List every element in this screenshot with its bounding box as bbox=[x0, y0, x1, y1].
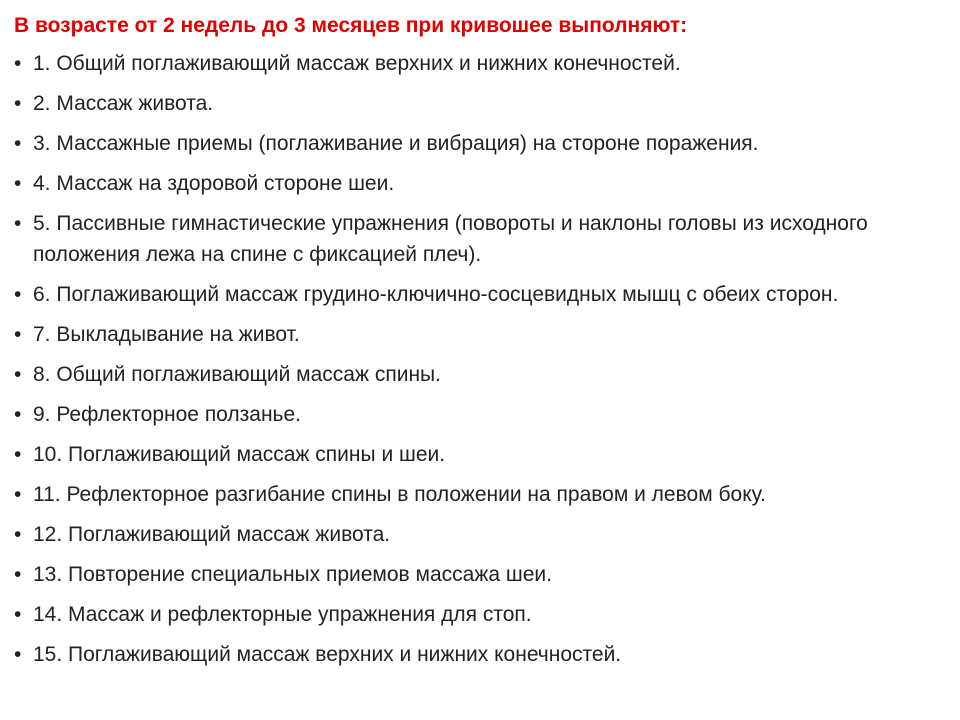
bullet-icon: • bbox=[14, 643, 22, 666]
bullet-icon: • bbox=[14, 323, 22, 346]
bullet-icon: • bbox=[14, 563, 22, 586]
list-item-text: 8. Общий поглаживающий массаж спины. bbox=[33, 363, 441, 386]
list-item-text: 5. Пассивные гимнастические упражнения (повороты и наклоны головы из исходного положения лежа на спине с фиксацией плеч). bbox=[33, 212, 868, 266]
list-item-text: 4. Массаж на здоровой стороне шеи. bbox=[33, 172, 395, 195]
bullet-icon: • bbox=[14, 603, 22, 626]
list-item bbox=[14, 168, 944, 199]
slide-title: В возрасте от 2 недель до 3 месяцев при кривошее выполняют: bbox=[14, 14, 688, 37]
bullet-icon: • bbox=[14, 403, 22, 426]
list-item-text: 10. Поглаживающий массаж спины и шеи. bbox=[33, 443, 446, 466]
list-item-text: 14. Массаж и рефлекторные упражнения для стоп. bbox=[33, 603, 532, 626]
bullet-icon: • bbox=[14, 363, 22, 386]
list-item bbox=[14, 359, 944, 390]
list-item-text: 7. Выкладывание на живот. bbox=[33, 323, 300, 346]
bullet-icon: • bbox=[14, 523, 22, 546]
list-item-text: 1. Общий поглаживающий массаж верхних и нижних конечностей. bbox=[33, 52, 681, 75]
list-item bbox=[14, 399, 944, 430]
list-item bbox=[14, 128, 944, 159]
list-item-text: 9. Рефлекторное ползанье. bbox=[33, 403, 302, 426]
procedure-list bbox=[14, 48, 946, 670]
list-item bbox=[14, 319, 944, 350]
bullet-icon: • bbox=[14, 443, 22, 466]
list-item-text: 6. Поглаживающий массаж грудино-ключично-сосцевидных мышц с обеих сторон. bbox=[33, 283, 839, 306]
list-item-text: 13. Повторение специальных приемов массажа шеи. bbox=[33, 563, 552, 586]
bullet-icon: • bbox=[14, 172, 22, 195]
list-item-text: 12. Поглаживающий массаж живота. bbox=[33, 523, 391, 546]
list-item bbox=[14, 439, 944, 470]
list-item bbox=[14, 279, 944, 310]
list-item-text: 15. Поглаживающий массаж верхних и нижних конечностей. bbox=[33, 643, 622, 666]
bullet-icon: • bbox=[14, 212, 22, 235]
list-item bbox=[14, 519, 944, 550]
list-item bbox=[14, 599, 944, 630]
list-item-text: 3. Массажные приемы (поглаживание и вибрация) на стороне поражения. bbox=[33, 132, 759, 155]
list-item-text: 11. Рефлекторное разгибание спины в положении на правом и левом боку. bbox=[33, 483, 766, 506]
bullet-icon: • bbox=[14, 132, 22, 155]
list-item bbox=[14, 639, 944, 670]
list-item bbox=[14, 48, 944, 79]
bullet-icon: • bbox=[14, 92, 22, 115]
bullet-icon: • bbox=[14, 483, 22, 506]
list-item-text: 2. Массаж живота. bbox=[33, 92, 214, 115]
list-item bbox=[14, 208, 944, 270]
bullet-icon: • bbox=[14, 52, 22, 75]
bullet-icon: • bbox=[14, 283, 22, 306]
list-item bbox=[14, 559, 944, 590]
list-item bbox=[14, 479, 944, 510]
list-item bbox=[14, 88, 944, 119]
